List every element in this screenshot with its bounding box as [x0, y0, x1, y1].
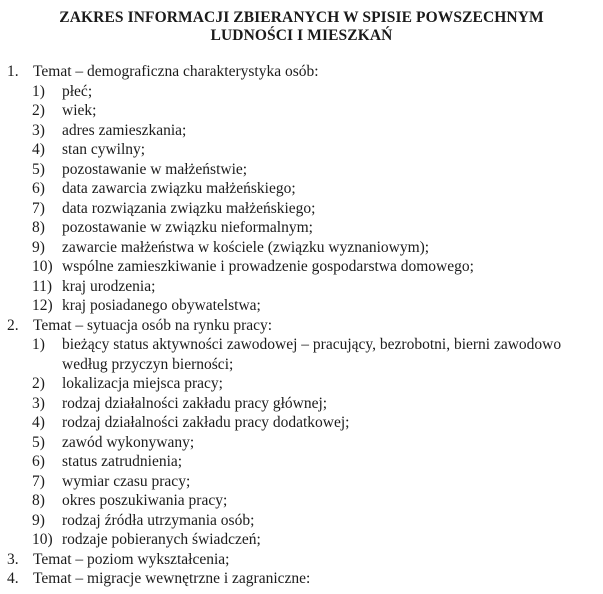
list-item-text: stan cywilny;: [62, 141, 146, 158]
list-item-number: 2): [32, 102, 45, 119]
list-item-number: 1): [32, 336, 45, 353]
list-item-text: lokalizacja miejsca pracy;: [62, 375, 223, 392]
list-item-number: 8): [32, 219, 45, 236]
list-item: [0, 160, 585, 180]
list-item: [0, 452, 585, 472]
section-number: 4.: [7, 570, 19, 587]
list-item: [0, 511, 585, 531]
list-item-number: 7): [32, 472, 45, 490]
list-item-number: 5): [32, 160, 45, 178]
section-heading: Temat – migracje wewnętrzne i zagraniczne:: [33, 570, 311, 587]
list-item: [0, 296, 585, 316]
list-item: [0, 121, 585, 141]
list-item-text: kraj posiadanego obywatelstwa;: [62, 297, 261, 314]
list-item: [0, 277, 585, 297]
list-item-number: 6): [32, 453, 45, 470]
list-item-text: pozostawanie w związku nieformalnym;: [62, 219, 313, 236]
section-heading: Temat – sytuacja osób na rynku pracy:: [33, 316, 273, 334]
list-item-text: data zawarcia związku małżeńskiego;: [62, 180, 296, 197]
list-item-number: 9): [32, 238, 45, 256]
list-item-number: 3): [32, 121, 45, 139]
list-item: [0, 530, 585, 550]
list-item-text: zawód wykonywany;: [62, 433, 195, 451]
section-1-heading-row: [0, 62, 585, 82]
list-item-number: 1): [32, 82, 45, 100]
list-item: [0, 491, 585, 511]
list-item: [0, 101, 585, 121]
list-item-number: 9): [32, 511, 45, 529]
list-item-text: wspólne zamieszkiwanie i prowadzenie gospodarstwa domowego;: [62, 258, 474, 275]
document-title-line2: LUDNOŚCI I MIESZKAŃ: [210, 27, 393, 44]
list-item-text: zawarcie małżeństwa w kościele (związku wyznaniowym);: [62, 238, 430, 256]
list-item-number: 12): [32, 297, 53, 314]
section-4-heading-row: [0, 569, 585, 589]
list-item-number: 6): [32, 180, 45, 197]
list-item-text: rodzaj działalności zakładu pracy dodatkowej;: [62, 414, 350, 431]
list-item-text: kraj urodzenia;: [62, 277, 156, 295]
list-item-text: wiek;: [62, 102, 97, 119]
list-item: [0, 374, 585, 394]
list-item-text: status zatrudnienia;: [62, 453, 183, 470]
list-item-number: 11): [32, 277, 53, 295]
list-item-number: 5): [32, 433, 45, 451]
list-item: [0, 433, 585, 453]
list-item-number: 8): [32, 492, 45, 509]
list-item-text: okres poszukiwania pracy;: [62, 492, 228, 509]
list-item-number: 3): [32, 394, 45, 412]
list-item-number: 2): [32, 375, 45, 392]
section-heading: Temat – poziom wykształcenia;: [33, 550, 230, 568]
list-item: [0, 82, 585, 102]
document-title-line1: ZAKRES INFORMACJI ZBIERANYCH W SPISIE POWSZECHNYM: [59, 9, 544, 26]
list-item-text: bieżący status aktywności zawodowej – pracujący, bezrobotni, bierni zawodowo według przyczyn bierności;: [62, 336, 562, 373]
list-item: [0, 238, 585, 258]
list-item: [0, 335, 585, 374]
document-body: [0, 62, 603, 589]
section-number: 2.: [7, 316, 19, 334]
list-item: [0, 472, 585, 492]
list-item: [0, 199, 585, 219]
list-item: [0, 394, 585, 414]
list-item-text: płeć;: [62, 82, 93, 100]
section-2-heading-row: [0, 316, 585, 336]
section-heading: Temat – demograficzna charakterystyka osób:: [33, 63, 319, 80]
list-item: [0, 179, 585, 199]
list-item-text: adres zamieszkania;: [62, 121, 187, 139]
list-item: [0, 413, 585, 433]
section-3-heading-row: [0, 550, 585, 570]
list-item-number: 10): [32, 531, 53, 548]
list-item: [0, 140, 585, 160]
list-item-text: rodzaje pobieranych świadczeń;: [62, 531, 261, 548]
section-number: 3.: [7, 550, 19, 568]
section-number: 1.: [7, 63, 19, 80]
list-item-number: 4): [32, 141, 45, 158]
list-item: [0, 257, 585, 277]
list-item-number: 7): [32, 199, 45, 217]
list-item-text: data rozwiązania związku małżeńskiego;: [62, 199, 316, 217]
list-item-text: pozostawanie w małżeństwie;: [62, 160, 248, 178]
list-item: [0, 218, 585, 238]
list-item-text: wymiar czasu pracy;: [62, 472, 191, 490]
list-item-text: rodzaj działalności zakładu pracy głównej;: [62, 394, 328, 412]
document-title: [0, 9, 603, 45]
list-item-number: 10): [32, 258, 53, 275]
list-item-number: 4): [32, 414, 45, 431]
list-item-text: rodzaj źródła utrzymania osób;: [62, 511, 255, 529]
